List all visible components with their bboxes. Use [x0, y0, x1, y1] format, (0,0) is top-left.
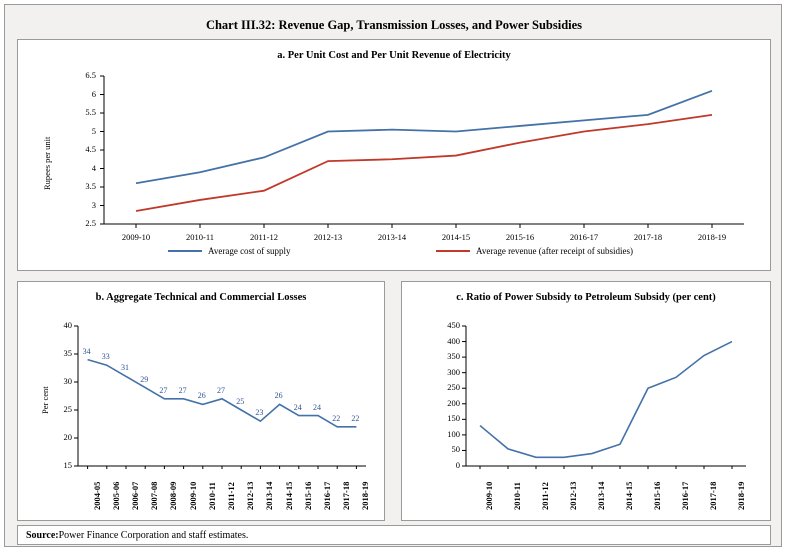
panel-c-x-tick: 2010-11: [512, 482, 522, 510]
panel-b-plot-area: [78, 326, 366, 466]
panel-b-x-tick: 2017-18: [341, 481, 352, 510]
panel-a-x-tick: 2012-13: [313, 232, 343, 242]
panel-b-x-tick: 2008-09: [168, 481, 179, 510]
chart-figure-frame: [4, 4, 782, 547]
panel-b-y-axis-label: Per cent: [40, 386, 50, 414]
panel-b-data-label: 24: [313, 402, 321, 412]
panel-b-data-label: 27: [217, 385, 225, 395]
panel-c-y-tick: 150: [447, 413, 460, 424]
panel-c-y-tick: 350: [447, 351, 460, 362]
panel-a-y-tick: 6: [91, 88, 96, 99]
panel-b-data-label: 24: [293, 402, 302, 412]
panel-a-y-tick: 3: [91, 199, 96, 210]
panel-c-y-tick: 250: [447, 382, 460, 393]
panel-c-x-tick: 2016-17: [680, 481, 690, 510]
chart-title: Chart III.32: Revenue Gap, Transmission Losses, and Power Subsidies: [205, 17, 583, 32]
panel-c-x-tick: 2017-18: [708, 481, 718, 510]
panel-b-y-tick: 25: [63, 404, 72, 414]
panel-b-data-label: 27: [178, 385, 187, 395]
panel-c-y-tick: 200: [447, 397, 460, 408]
panel-a-per-unit-cost-revenue: [17, 39, 771, 271]
panel-a-y-axis-label: Rupees per unit: [42, 136, 52, 190]
panel-a-legend: [18, 246, 770, 262]
panel-b-data-label: 25: [236, 397, 245, 406]
panel-b-x-tick: 2006-07: [130, 481, 140, 510]
source-note: [17, 525, 771, 545]
panel-c-x-tick: 2014-15: [624, 481, 634, 510]
panel-c-plot-area: [466, 326, 746, 466]
panel-b-line: [78, 326, 366, 466]
panel-a-y-tick: 4: [91, 162, 96, 173]
panel-b-x-tick: 2005-06: [110, 481, 121, 510]
panel-c-x-tick: 2015-16: [652, 481, 662, 510]
panel-a-x-tick: 2015-16: [505, 232, 535, 242]
panel-a-plot-area: [104, 76, 744, 224]
panel-c-power-to-petroleum-subsidy: [401, 281, 771, 521]
panel-b-x-tick: 2009-10: [187, 481, 198, 510]
legend-item-avg-revenue: [436, 246, 633, 256]
panel-a-title: a. Per Unit Cost and Per Unit Revenue of Electricity: [277, 50, 511, 61]
panel-b-data-label: 23: [255, 408, 264, 418]
panel-a-x-tick: 2018-19: [697, 232, 727, 242]
legend-line-red-icon: [436, 250, 470, 252]
panel-a-series-1: [136, 115, 712, 211]
panel-b-data-label: 26: [274, 391, 283, 401]
panel-a-series-0: [136, 91, 712, 184]
panel-c-y-tick: 100: [447, 428, 460, 439]
panel-b-y-tick: 20: [63, 432, 72, 442]
panel-b-title: b. Aggregate Technical and Commercial Losses: [95, 292, 307, 303]
panel-a-lines: [104, 76, 744, 224]
panel-c-y-tick: 300: [447, 366, 460, 377]
panel-a-x-tick: 2011-12: [249, 232, 278, 242]
panel-b-data-label: 26: [197, 391, 206, 401]
panel-b-x-tick: 2018-19: [360, 481, 371, 510]
legend-label-avg-cost: Average cost of supply: [208, 246, 291, 256]
panel-c-title: c. Ratio of Power Subsidy to Petroleum Subsidy (per cent): [456, 292, 716, 303]
panel-b-x-tick: 2012-13: [245, 481, 256, 510]
panel-b-x-tick: 2015-16: [302, 481, 313, 510]
legend-line-blue-icon: [168, 250, 202, 252]
legend-label-avg-revenue: Average revenue (after receipt of subsidies): [476, 246, 634, 256]
panel-b-y-tick: 40: [63, 320, 72, 330]
panel-b-x-tick: 2010-11: [206, 482, 217, 510]
panel-a-x-tick: 2013-14: [377, 232, 407, 242]
panel-a-y-tick: 2.5: [85, 218, 96, 228]
panel-c-x-tick: 2011-12: [540, 482, 550, 510]
panel-a-x-tick: 2010-11: [185, 232, 214, 242]
panel-a-y-tick: 4.5: [85, 144, 96, 154]
panel-a-x-tick: 2014-15: [441, 232, 471, 242]
panel-c-x-tick: 2018-19: [736, 481, 746, 510]
panel-b-data-label: 29: [140, 374, 149, 384]
panel-b-x-tick: 2016-17: [322, 481, 332, 510]
panel-a-y-tick: 5.5: [85, 107, 96, 117]
panel-b-y-tick: 30: [63, 376, 72, 386]
panel-b-data-label: 34: [82, 346, 91, 356]
panel-c-x-tick: 2009-10: [484, 481, 494, 510]
panel-b-x-tick: 2007-08: [149, 481, 160, 510]
panel-b-data-label: 22: [332, 413, 341, 423]
panel-a-x-tick: 2016-17: [569, 232, 599, 242]
panel-c-series: [480, 342, 732, 458]
panel-b-data-label: 27: [159, 385, 168, 395]
panel-c-x-tick: 2012-13: [568, 481, 578, 510]
panel-c-y-tick: 50: [451, 444, 460, 455]
panel-c-x-tick: 2013-14: [596, 481, 606, 510]
panel-a-x-tick: 2009-10: [121, 232, 151, 242]
panel-b-x-tick: 2013-14: [264, 481, 275, 510]
panel-b-data-label: 31: [121, 363, 129, 373]
panel-b-x-tick: 2011-12: [226, 482, 236, 510]
panel-b-x-tick: 2004-05: [91, 481, 102, 510]
panel-a-y-tick: 5: [91, 125, 96, 136]
panel-a-y-tick: 6.5: [85, 70, 96, 80]
source-text: Power Finance Corporation and staff estimates.: [58, 529, 249, 541]
panel-b-y-tick: 15: [63, 460, 72, 470]
panel-b-data-label: 22: [351, 413, 360, 423]
panel-c-y-tick: 400: [447, 335, 460, 346]
panel-a-x-tick: 2017-18: [633, 232, 663, 242]
panel-b-data-label: 33: [101, 352, 110, 362]
panel-b-y-tick: 35: [63, 348, 72, 358]
legend-item-avg-cost: [168, 246, 291, 256]
panel-c-y-tick: 450: [447, 320, 460, 330]
panel-b-x-tick: 2014-15: [283, 481, 294, 510]
panel-c-y-tick: 0: [455, 460, 460, 470]
panel-c-line: [466, 326, 746, 466]
source-label: Source:: [26, 529, 59, 541]
panel-a-y-tick: 3.5: [85, 181, 96, 191]
panel-b-atc-losses: [17, 281, 385, 521]
